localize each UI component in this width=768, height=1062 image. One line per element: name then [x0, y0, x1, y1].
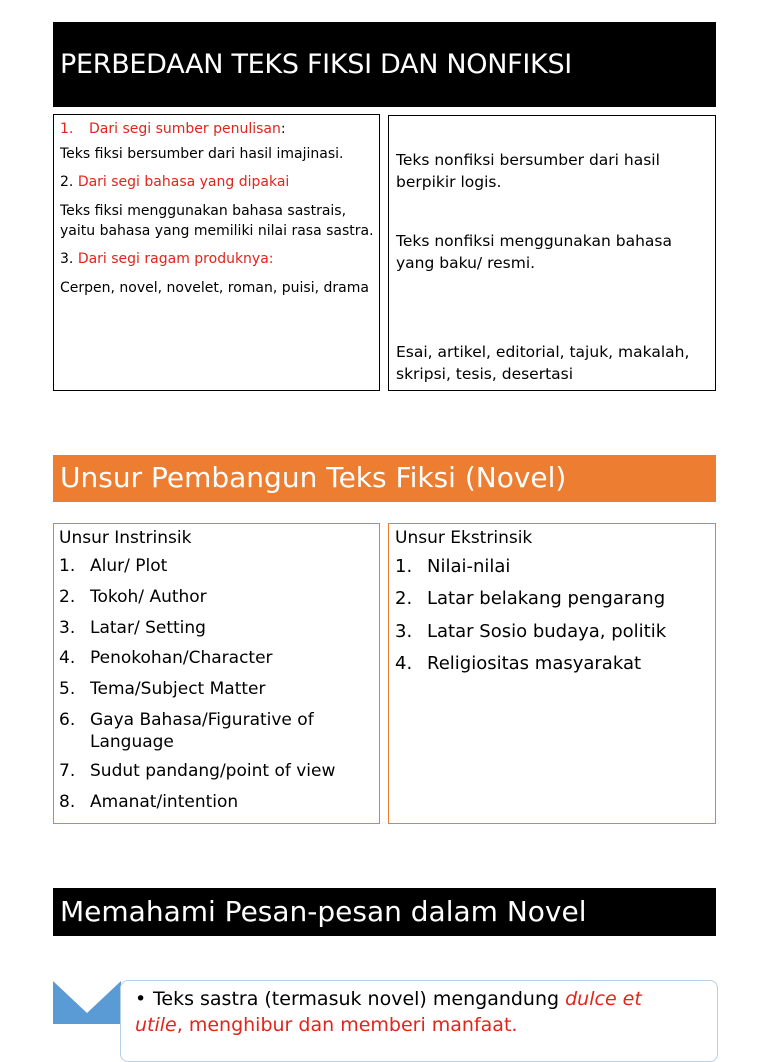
intrinsik-list — [59, 555, 379, 813]
list-item: 8. Amanat/intention — [59, 791, 239, 812]
section-title-perbedaan: PERBEDAAN TEKS FIKSI DAN NONFIKSI — [53, 22, 716, 107]
section-title-pesan: Memahami Pesan-pesan dalam Novel — [53, 888, 716, 936]
list-item: 7. Sudut pandang/point of view — [59, 760, 336, 781]
fiksi-heading-1: 1. Dari segi sumber penulisan: — [60, 121, 286, 137]
list-item: 4. Religiositas masyarakat — [395, 652, 642, 674]
fiksi-heading-2: 2. Dari segi bahasa yang dipakai — [60, 174, 290, 190]
section-title-unsur: Unsur Pembangun Teks Fiksi (Novel) — [53, 455, 716, 502]
list-item: 2. Tokoh/ Author — [59, 586, 207, 607]
list-item: 4. Penokohan/Character — [59, 648, 273, 669]
fiksi-panel — [53, 114, 380, 391]
intrinsik-panel — [53, 523, 380, 824]
ekstrinsik-panel — [388, 523, 716, 824]
list-item: 5. Tema/Subject Matter — [59, 679, 266, 700]
bullet-dot-icon: • — [135, 988, 147, 1010]
nonfiksi-text-3: Esai, artikel, editorial, tajuk, makalah, skripsi, tesis, desertasi — [396, 343, 690, 383]
list-item: 1. Nilai-nilai — [395, 556, 511, 577]
fiksi-text-2: Teks fiksi menggunakan bahasa sastrais, yaitu bahasa yang memiliki nilai rasa sastra. — [60, 203, 374, 239]
ekstrinsik-title: Unsur Ekstrinsik — [395, 528, 533, 548]
list-item: 6. Gaya Bahasa/Figurative of Language — [59, 709, 314, 752]
ekstrinsik-list — [395, 556, 715, 675]
list-item: 3. Latar/ Setting — [59, 617, 206, 638]
message-bullet: • Teks sastra (termasuk novel) mengandung dulce et utile, menghibur dan memberi manfaat. — [135, 988, 642, 1036]
nonfiksi-text-1: Teks nonfiksi bersumber dari hasil berpikir logis. — [396, 151, 660, 191]
list-item: 3. Latar Sosio budaya, politik — [395, 620, 667, 642]
fiksi-text-1: Teks fiksi bersumber dari hasil imajinasi. — [60, 146, 344, 162]
intrinsik-title: Unsur Instrinsik — [59, 528, 192, 548]
chevron-arrow-icon — [53, 981, 121, 1024]
fiksi-text-3: Cerpen, novel, novelet, roman, puisi, drama — [60, 280, 369, 296]
nonfiksi-text-2: Teks nonfiksi menggunakan bahasa yang baku/ resmi. — [396, 232, 672, 272]
list-item: 2. Latar belakang pengarang — [395, 588, 666, 610]
list-item: 1. Alur/ Plot — [59, 556, 168, 576]
fiksi-heading-3: 3. Dari segi ragam produknya: — [60, 251, 274, 267]
nonfiksi-panel — [388, 115, 716, 391]
